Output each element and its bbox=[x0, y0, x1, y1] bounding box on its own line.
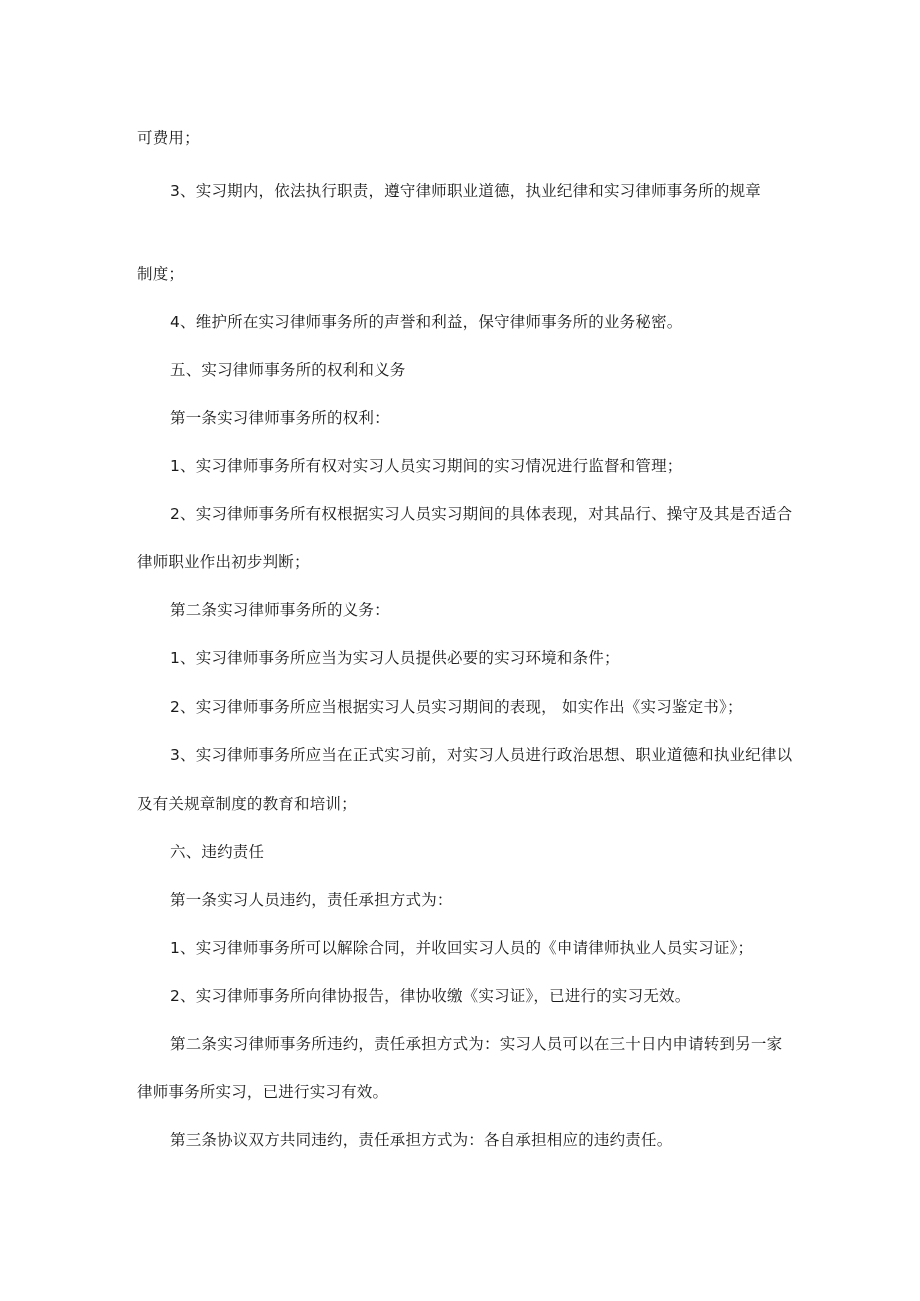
text-line: 制度； bbox=[137, 265, 185, 283]
text-line: 及有关规章制度的教育和培训； bbox=[137, 795, 357, 813]
text-line: 3、实习期内，依法执行职责，遵守律师职业道德，执业纪律和实习律师事务所的规章 bbox=[170, 182, 761, 200]
text-line: 2、实习律师事务所应当根据实习人员实习期间的表现， 如实作出《实习鉴定书》； bbox=[170, 698, 743, 716]
text-line: 可费用； bbox=[137, 129, 200, 147]
text-line: 第二条实习律师事务所的义务： bbox=[170, 601, 390, 619]
section-heading: 六、违约责任 bbox=[170, 843, 265, 861]
section-heading: 五、实习律师事务所的权利和义务 bbox=[170, 361, 406, 379]
text-line: 2、实习律师事务所向律协报告，律协收缴《实习证》，已进行的实习无效。 bbox=[170, 987, 691, 1005]
text-line: 律师职业作出初步判断； bbox=[137, 553, 310, 571]
text-line: 3、实习律师事务所应当在正式实习前，对实习人员进行政治思想、职业道德和执业纪律以 bbox=[170, 746, 793, 764]
text-line: 4、维护所在实习律师事务所的声誉和利益，保守律师事务所的业务秘密。 bbox=[170, 313, 683, 331]
text-line: 1、实习律师事务所可以解除合同，并收回实习人员的《申请律师执业人员实习证》； bbox=[170, 939, 754, 957]
text-line: 第一条实习人员违约，责任承担方式为： bbox=[170, 891, 453, 909]
text-line: 2、实习律师事务所有权根据实习人员实习期间的具体表现，对其品行、操守及其是否适合 bbox=[170, 505, 793, 523]
text-line: 第一条实习律师事务所的权利： bbox=[170, 409, 390, 427]
text-line: 1、实习律师事务所应当为实习人员提供必要的实习环境和条件； bbox=[170, 649, 620, 667]
text-line: 1、实习律师事务所有权对实习人员实习期间的实习情况进行监督和管理； bbox=[170, 457, 683, 475]
text-line: 第二条实习律师事务所违约，责任承担方式为：实习人员可以在三十日内申请转到另一家 bbox=[170, 1035, 783, 1053]
text-line: 律师事务所实习，已进行实习有效。 bbox=[137, 1083, 389, 1101]
text-line: 第三条协议双方共同违约，责任承担方式为：各自承担相应的违约责任。 bbox=[170, 1131, 673, 1149]
